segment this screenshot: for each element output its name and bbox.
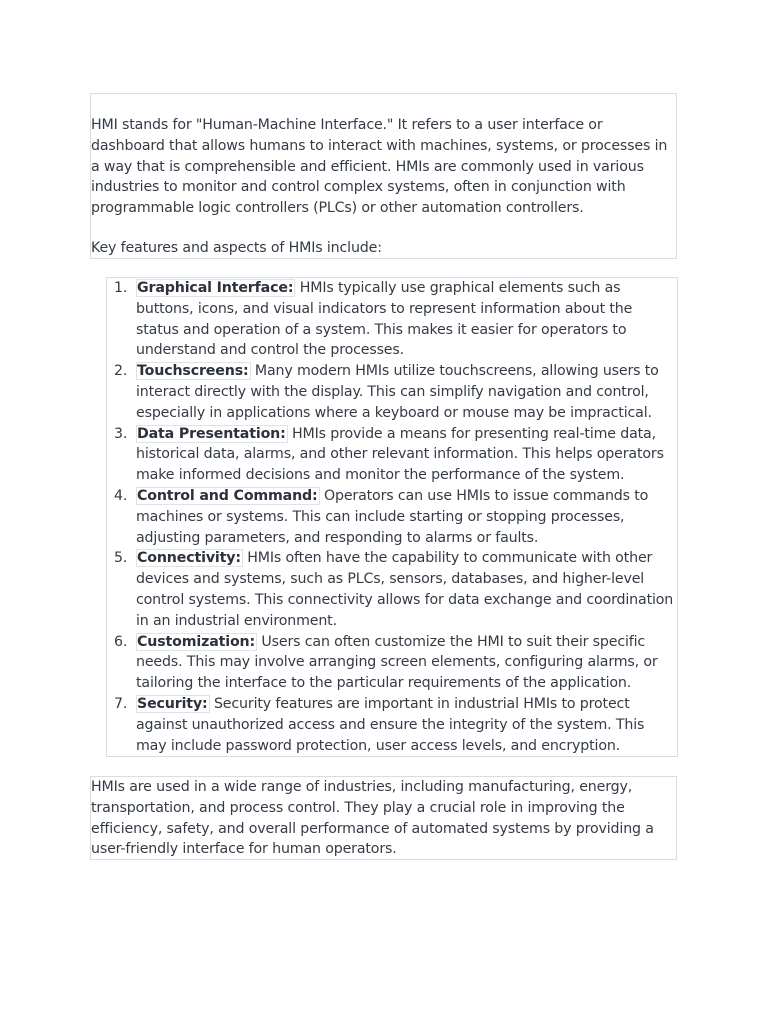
key-features-heading: Key features and aspects of HMIs include: [91, 239, 382, 256]
feature-term: Connectivity: [137, 550, 241, 567]
feature-description: HMIs often have the capability to communicate with other devices and systems, such as PLCs, sensors, databases, and higher-level control systems. This connectivity allows for data exchange and coordination in an industrial environment. [136, 550, 674, 629]
feature-description: HMIs typically use graphical elements such as buttons, icons, and visual indicators to represent information about the status and operation of a system. This makes it easier for operators to understand and control the processes. [136, 280, 633, 359]
outro-section [90, 776, 677, 860]
feature-description: Security features are important in industrial HMIs to protect against unauthorized access and ensure the integrity of the system. This may include password protection, user access levels, and encryption. [136, 695, 645, 754]
feature-description: Many modern HMIs utilize touchscreens, allowing users to interact directly with the display. This can simplify navigation and control, especially in applications where a keyboard or mouse may be impractical. [136, 363, 659, 421]
feature-description: HMIs provide a means for presenting real-time data, historical data, alarms, and other relevant information. This helps operators make informed decisions and monitor the performance of the system. [136, 425, 664, 484]
feature-list-item [107, 694, 677, 756]
feature-term: Graphical Interface: [137, 280, 294, 296]
feature-description: Operators can use HMIs to issue commands to machines or systems. This can include starting or stopping processes, adjusting parameters, and responding to alarms or faults. [136, 487, 649, 546]
intro-paragraph: HMI stands for "Human-Machine Interface." It refers to a user interface or dashboard that allows humans to interact with machines, systems, or processes in a way that is comprehensible and efficient. HMIs are commonly used in various industries to monitor and control complex systems, often in conjunction with programmable logic controllers (PLCs) or other automation controllers. [91, 117, 668, 217]
outro-paragraph: HMIs are used in a wide range of industries, including manufacturing, energy, transportation, and process control. They play a crucial role in improving the efficiency, safety, and overall performance of automated systems by providing a user-friendly interface for human operators. [91, 779, 654, 858]
feature-list-item [107, 632, 677, 694]
feature-term: Security: [137, 695, 208, 712]
feature-list-item [107, 278, 677, 361]
feature-term: Customization: [137, 633, 256, 650]
feature-list-item [107, 486, 677, 548]
feature-number: 2. [114, 363, 128, 380]
feature-list-item [107, 548, 677, 631]
feature-number: 6. [114, 633, 128, 650]
feature-list-item [107, 361, 677, 423]
intro-section [90, 93, 677, 259]
feature-number: 3. [114, 425, 128, 442]
feature-term: Data Presentation: [137, 425, 286, 442]
feature-number: 1. [114, 280, 128, 296]
feature-term: Touchscreens: [137, 363, 249, 380]
feature-number: 4. [114, 487, 128, 504]
feature-term: Control and Command: [137, 487, 318, 504]
feature-number: 5. [114, 550, 128, 567]
feature-list-item [107, 424, 677, 486]
features-list [107, 278, 677, 756]
features-section [106, 277, 678, 757]
feature-number: 7. [114, 695, 128, 712]
feature-description: Users can often customize the HMI to suit their specific needs. This may involve arranging screen elements, configuring alarms, or tailoring the interface to the particular requirements of the application. [136, 633, 658, 692]
